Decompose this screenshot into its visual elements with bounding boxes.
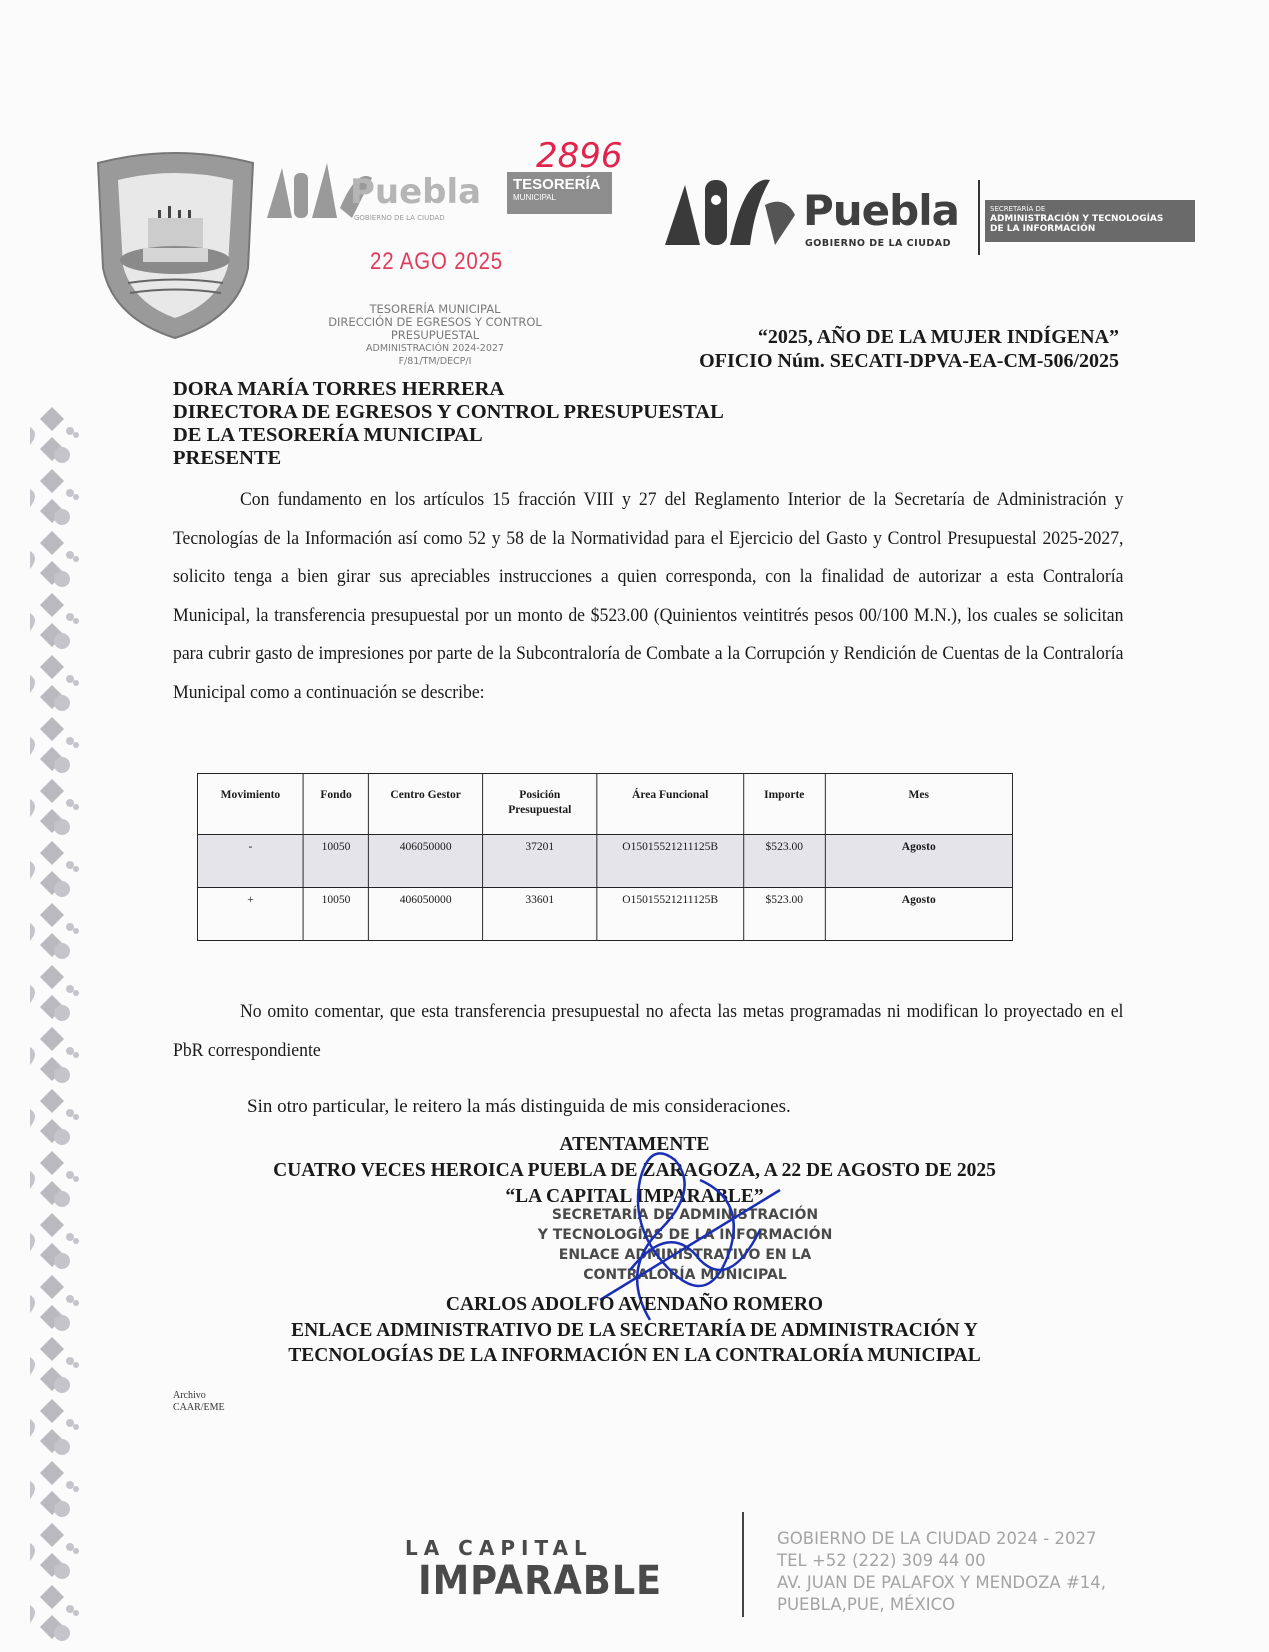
place-date: CUATRO VECES HEROICA PUEBLA DE ZARAGOZA, A 22 DE AGOSTO DE 2025: [273, 1160, 996, 1181]
table-row: [197, 888, 1012, 941]
tesoreria-tag-sub: MUNICIPAL: [513, 193, 556, 202]
cell-importe: $523.00: [744, 835, 825, 888]
addressee-title: DE LA TESORERÍA MUNICIPAL: [173, 424, 483, 446]
cell-importe: $523.00: [744, 888, 825, 941]
column-header: Mes: [825, 774, 1013, 835]
received-stamp: [290, 303, 580, 368]
body-paragraph-1: Con fundamento en los artículos 15 fracción VIII y 27 del Reglamento Interior de la Secretaría de Administración y Tecnologías de la Información así como 52 y 58 de la Normatividad para el Ejercicio del Gasto y Control Presupuestal 2025-2027, solicito tenga a bien girar sus apreciables instrucciones a quien corresponda, con la finalidad de autorizar a esta Contraloría Municipal, la transferencia presupuestal por un monto de $523.00 (Quinientos veintitrés pesos 00/100 M.N.), los cuales se solicitan para cubrir gasto de impresiones por parte de la Subcontraloría de Combate a la Corrupción y Rendición de Cuentas de la Contraloría Municipal como a continuación se describe:: [173, 489, 1124, 703]
stamp-line: ADMINISTRACIÓN 2024-2027: [366, 343, 504, 354]
column-header: Movimiento: [197, 774, 303, 835]
atentamente: ATENTAMENTE: [559, 1134, 710, 1155]
stamp-line: Y TECNOLOGÍAS DE LA INFORMACIÓN: [537, 1227, 833, 1243]
closing-line: Sin otro particular, le reitero la más distinguida de mis consideraciones.: [247, 1096, 791, 1117]
cell-fondo: 10050: [303, 888, 368, 941]
secretaria-tag: [985, 200, 1195, 242]
stamp-line: TESORERÍA MUNICIPAL: [369, 302, 501, 316]
svg-text:GOBIERNO DE LA CIUDAD: GOBIERNO DE LA CIUDAD: [354, 214, 445, 222]
puebla-city-emblem-icon: [660, 165, 810, 255]
addressee-title: DIRECTORA DE EGRESOS Y CONTROL PRESUPUESTAL: [173, 401, 724, 423]
received-stamp-date: 22 AGO 2025: [370, 248, 503, 275]
puebla-subtitle: GOBIERNO DE LA CIUDAD: [805, 238, 952, 249]
cell-area-funcional: O15015521211125B: [597, 888, 744, 941]
footer-line: TEL +52 (222) 309 44 00: [777, 1551, 986, 1570]
year-motto: “2025, AÑO DE LA MUJER INDÍGENA”: [757, 326, 1119, 348]
cell-centro-gestor: 406050000: [369, 888, 483, 941]
footer-line: AV. JUAN DE PALAFOX Y MENDOZA #14,: [777, 1573, 1107, 1592]
stamp-line: CONTRALORÍA MUNICIPAL: [583, 1267, 787, 1283]
archive-label: Archivo: [173, 1390, 206, 1401]
cell-mes: Agosto: [825, 888, 1013, 941]
footer-slogan-top: LA CAPITAL: [405, 1536, 593, 1560]
archive-initials: CAAR/EME: [173, 1402, 225, 1413]
handwritten-folio-number: 2896: [536, 136, 623, 176]
signer-name: CARLOS ADOLFO AVENDAÑO ROMERO: [445, 1294, 824, 1315]
footer-contact-info: [777, 1528, 1106, 1616]
budget-transfer-table: [197, 773, 1013, 941]
footer-line: PUEBLA,PUE, MÉXICO: [777, 1595, 956, 1614]
column-header: Posición Presupuestal: [483, 774, 597, 835]
cell-posicion: 33601: [483, 888, 597, 941]
motto: “LA CAPITAL IMPARABLE”: [505, 1186, 764, 1207]
stamp-line: SECRETARÍA DE ADMINISTRACIÓN: [551, 1207, 819, 1223]
salutation: PRESENTE: [173, 447, 282, 469]
cell-fondo: 10050: [303, 835, 368, 888]
secretaria-name-2: DE LA INFORMACIÓN: [990, 224, 1096, 234]
tesoreria-puebla-logo: [262, 158, 512, 228]
logo-divider: [978, 180, 980, 255]
signer-title: ENLACE ADMINISTRATIVO DE LA SECRETARÍA DE ADMINISTRACIÓN Y: [291, 1320, 978, 1341]
addressee-name: DORA MARÍA TORRES HERRERA: [173, 378, 505, 400]
cell-centro-gestor: 406050000: [369, 835, 483, 888]
secretaria-name-1: ADMINISTRACIÓN Y TECNOLOGÍAS: [990, 214, 1164, 224]
tesoreria-tag: [507, 172, 612, 214]
footer-divider: [742, 1512, 744, 1617]
svg-text:Puebla: Puebla: [350, 172, 482, 212]
table-header-row: [197, 774, 1012, 835]
cell-area-funcional: O15015521211125B: [597, 835, 744, 888]
city-crest-logo: [88, 148, 263, 343]
stamp-line: F/81/TM/DECP/I: [398, 356, 472, 367]
cell-mes: Agosto: [825, 835, 1013, 888]
tesoreria-tag-text: TESORERÍA: [513, 176, 601, 193]
column-header: Centro Gestor: [369, 774, 483, 835]
archive-reference: [173, 1390, 225, 1414]
stamp-line: PRESUPUESTAL: [390, 328, 480, 342]
column-header: Fondo: [303, 774, 368, 835]
puebla-wordmark: Puebla: [803, 186, 959, 235]
cell-movimiento: +: [197, 888, 303, 941]
column-header: Importe: [744, 774, 825, 835]
column-header: Área Funcional: [597, 774, 744, 835]
stamp-line: ENLACE ADMINISTRATIVO EN LA: [558, 1247, 812, 1263]
table-row: [197, 835, 1012, 888]
addressee-block: [173, 378, 724, 470]
footer-line: GOBIERNO DE LA CIUDAD 2024 - 2027: [777, 1529, 1097, 1548]
cell-movimiento: -: [197, 835, 303, 888]
signer-title: TECNOLOGÍAS DE LA INFORMACIÓN EN LA CONTRALORÍA MUNICIPAL: [288, 1345, 981, 1366]
footer-slogan-bottom: IMPARABLE: [418, 1558, 663, 1604]
stamp-line: DIRECCIÓN DE EGRESOS Y CONTROL: [328, 315, 542, 329]
decorative-border-pattern: [30, 405, 80, 1645]
cell-posicion: 37201: [483, 835, 597, 888]
oficio-number: OFICIO Núm. SECATI-DPVA-EA-CM-506/2025: [699, 350, 1119, 372]
secretaria-label: SECRETARÍA DE: [990, 205, 1046, 213]
body-paragraph-2: No omito comentar, que esta transferencia presupuestal no afecta las metas programadas ni modifican lo proyectado en el PbR correspondiente: [173, 1001, 1124, 1061]
